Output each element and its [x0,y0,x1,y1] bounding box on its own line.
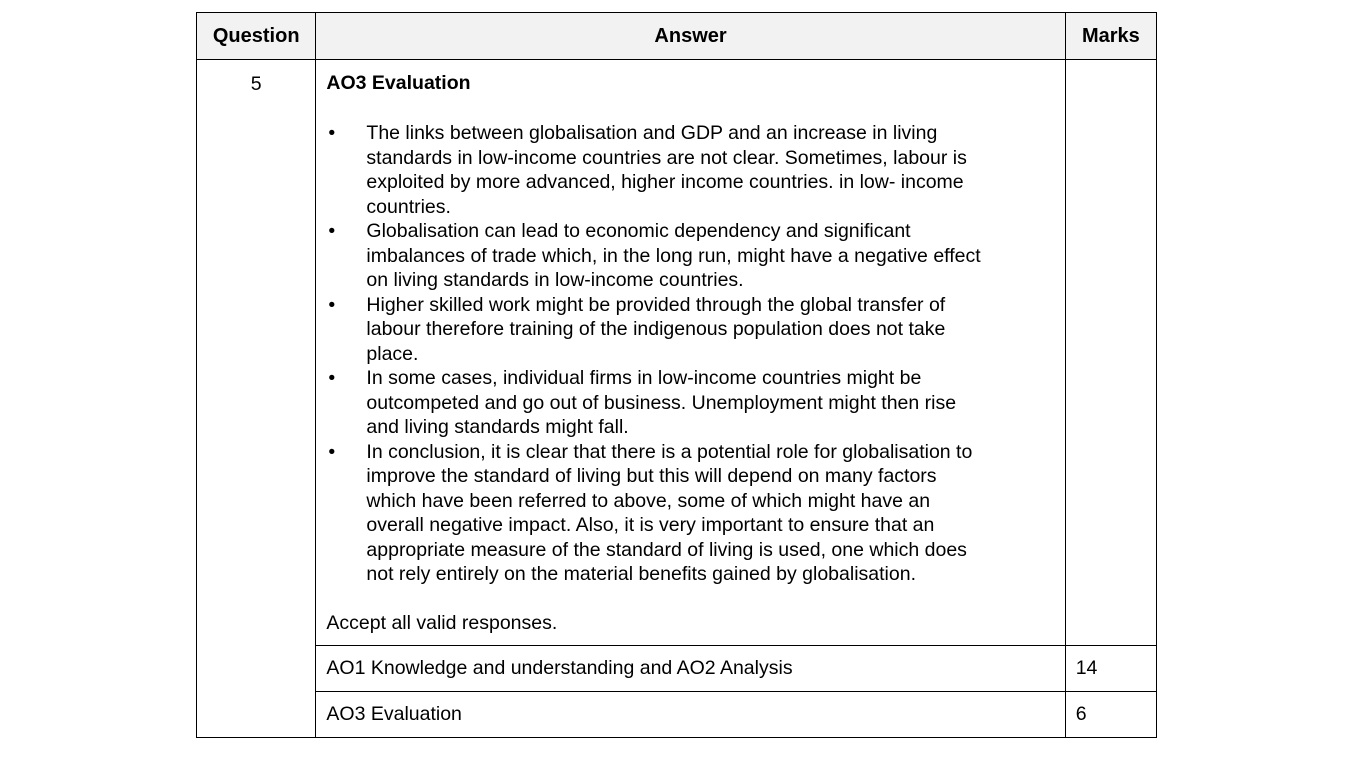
marks-row [197,645,1157,691]
answer-cell [316,60,1065,646]
bullet-item [326,293,1054,367]
bullet-icon: • [328,367,336,389]
bullet-icon: • [328,122,336,144]
bullet-icon: • [328,293,336,316]
header-answer: Answer [316,13,1065,60]
bullet-text-line: In conclusion, it is clear that there is a potential role for globalisation to [366,440,973,463]
marks-row-value: 6 [1065,691,1156,737]
bullet-item [326,366,1054,440]
accept-note: Accept all valid responses. [326,611,558,634]
bullet-text-line: improve the standard of living but this will depend on many factors [366,465,937,487]
marks-cell-empty [1065,60,1156,646]
bullet-text-line: not rely entirely on the material benefits gained by globalisation. [366,563,916,585]
mark-scheme-table [196,12,1157,738]
bullet-text-line: Higher skilled work might be provided through the global transfer of [366,293,946,316]
bullet-text-line: imbalances of trade which, in the long run, might have a negative effect [366,244,981,267]
bullet-text-line: labour therefore training of the indigenous population does not take [366,318,946,340]
answer-title: AO3 Evaluation [326,72,471,94]
bullet-text-line: outcompeted and go out of business. Unemployment might then rise [366,391,957,414]
bullet-text-line: on living standards in low-income countries. [366,269,744,291]
bullet-icon: • [328,220,336,242]
bullet-text-line: overall negative impact. Also, it is very important to ensure that an [366,514,935,536]
bullet-text-line: The links between globalisation and GDP and an increase in living [366,122,938,144]
bullet-text-line: countries. [366,195,451,218]
bullet-text-line: Globalisation can lead to economic dependency and significant [366,220,911,242]
bullet-text-line: and living standards might fall. [366,416,629,438]
bullet-text-line: In some cases, individual firms in low-income countries might be [366,367,922,389]
answer-row [197,60,1157,646]
bullet-item [326,440,1054,587]
header-question: Question [197,13,316,60]
question-number: 5 [197,60,316,738]
marks-row [197,691,1157,737]
bullet-text-line: appropriate measure of the standard of living is used, one which does [366,538,967,561]
bullet-text-line: place. [366,342,419,365]
header-row [197,13,1157,60]
bullet-text-line: exploited by more advanced, higher income countries. in low- income [366,171,964,193]
bullet-list [326,121,1054,587]
marks-row-label: AO1 Knowledge and understanding and AO2 Analysis [316,645,1065,691]
marks-row-value: 14 [1065,645,1156,691]
bullet-text-line: standards in low-income countries are not clear. Sometimes, labour is [366,146,967,169]
bullet-text-line: which have been referred to above, some of which might have an [366,489,931,512]
bullet-item [326,219,1054,293]
marks-row-label: AO3 Evaluation [316,691,1065,737]
bullet-icon: • [328,440,336,463]
bullet-item [326,121,1054,219]
header-marks: Marks [1065,13,1156,60]
